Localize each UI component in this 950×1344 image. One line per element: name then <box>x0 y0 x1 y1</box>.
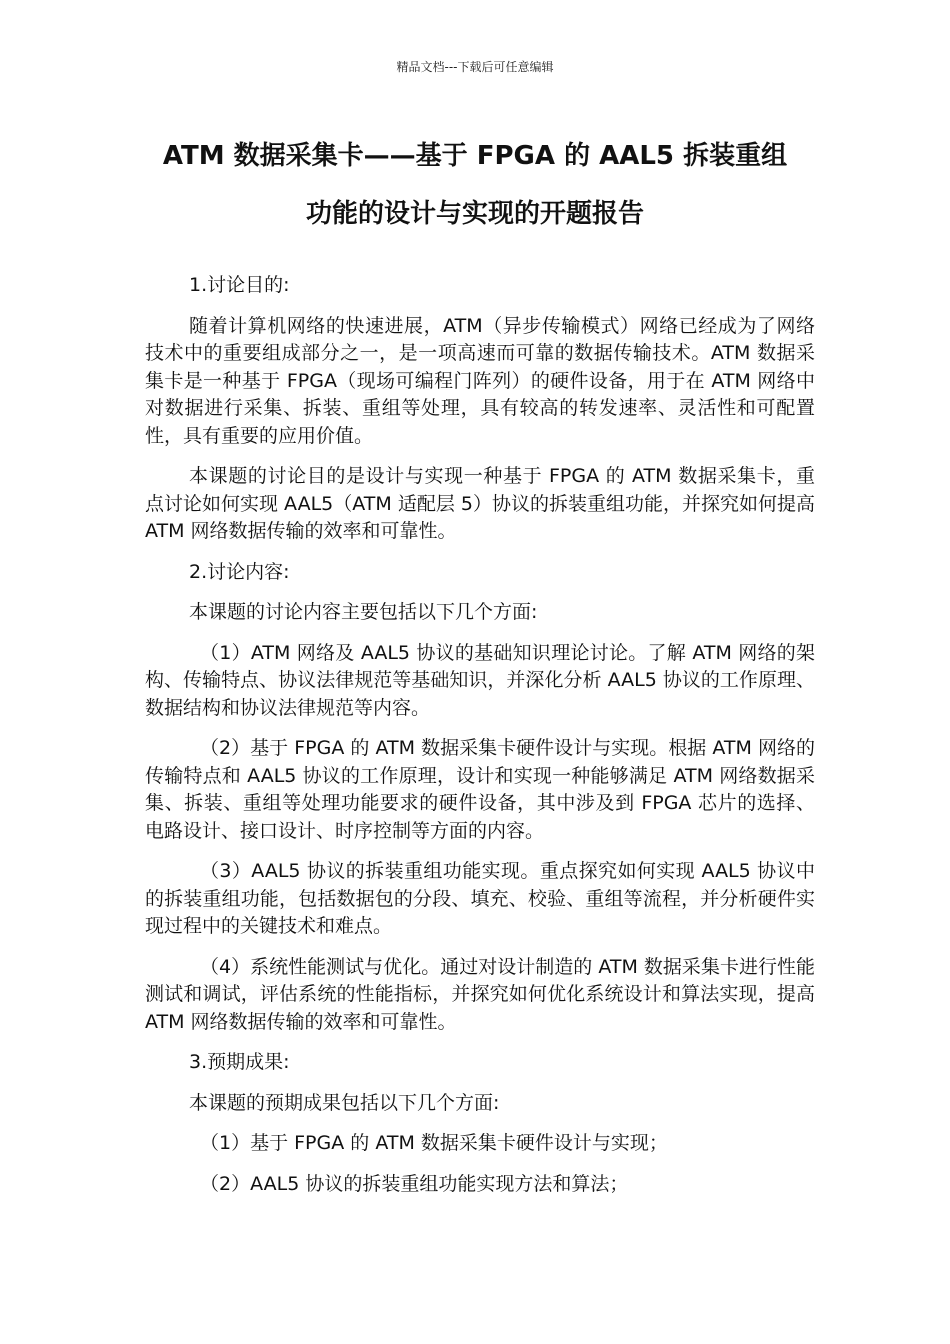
document-title-line-2: 功能的设计与实现的开题报告 <box>305 199 644 229</box>
document-title-line-1: ATM 数据采集卡——基于 FPGA 的 AAL5 拆装重组 <box>162 141 788 171</box>
section-1-heading: 1.讨论目的: <box>189 274 290 296</box>
section-2-item-2: （2）基于 FPGA 的 ATM 数据采集卡硬件设计与实现。根据 ATM 网络的传输特点和 AAL5 协议的工作原理，设计和实现一种能够满足 ATM 网络数据采集、拆装、重组等处理功能要求的硬件设备，其中涉及到 FPGA 芯片的选择、电路设计、接口设计、时序控制等方面的内容。 <box>145 737 815 842</box>
section-2-item-1: （1）ATM 网络及 AAL5 协议的基础知识理论讨论。了解 ATM 网络的架构、传输特点、协议法律规范等基础知识，并深化分析 AAL5 协议的工作原理、数据结构和协议法律规范等内容。 <box>145 641 815 719</box>
section-3-heading: 3.预期成果: <box>189 1051 290 1073</box>
section-3-item-2: （2）AAL5 协议的拆装重组功能实现方法和算法； <box>200 1172 629 1195</box>
section-1-paragraph-2: 本课题的讨论目的是设计与实现一种基于 FPGA 的 ATM 数据采集卡，重点讨论如何实现 AAL5（ATM 适配层 5）协议的拆装重组功能，并探究如何提高 ATM 网络数据传输的效率和可靠性。 <box>145 465 815 542</box>
section-2-item-4: （4）系统性能测试与优化。通过对设计制造的 ATM 数据采集卡进行性能测试和调试，评估系统的性能指标，并探究如何优化系统设计和算法实现，提高 ATM 网络数据传输的效率和可靠性。 <box>145 955 815 1033</box>
section-2-heading: 2.讨论内容: <box>189 560 290 583</box>
section-2-item-3: （3）AAL5 协议的拆装重组功能实现。重点探究如何实现 AAL5 协议中的拆装重组功能，包括数据包的分段、填充、校验、重组等流程，并分析硬件实现过程中的关键技术和难点。 <box>145 860 815 937</box>
section-3-item-1: （1）基于 FPGA 的 ATM 数据采集卡硬件设计与实现； <box>200 1132 668 1154</box>
header-note: 精品文档---下载后可任意编辑 <box>396 60 554 74</box>
document-body <box>145 272 815 1211</box>
section-3-intro: 本课题的预期成果包括以下几个方面: <box>189 1091 500 1114</box>
section-2-intro: 本课题的讨论内容主要包括以下几个方面: <box>189 601 538 623</box>
section-1-paragraph-1: 随着计算机网络的快速进展，ATM（异步传输模式）网络已经成为了网络技术中的重要组成部分之一，是一项高速而可靠的数据传输技术。ATM 数据采集卡是一种基于 FPGA（现场可编程门阵列）的硬件设备，用于在 ATM 网络中对数据进行采集、拆装、重组等处理，具有较高的转发速率、灵活性和可配置性，具有重要的应用价值。 <box>145 314 815 447</box>
